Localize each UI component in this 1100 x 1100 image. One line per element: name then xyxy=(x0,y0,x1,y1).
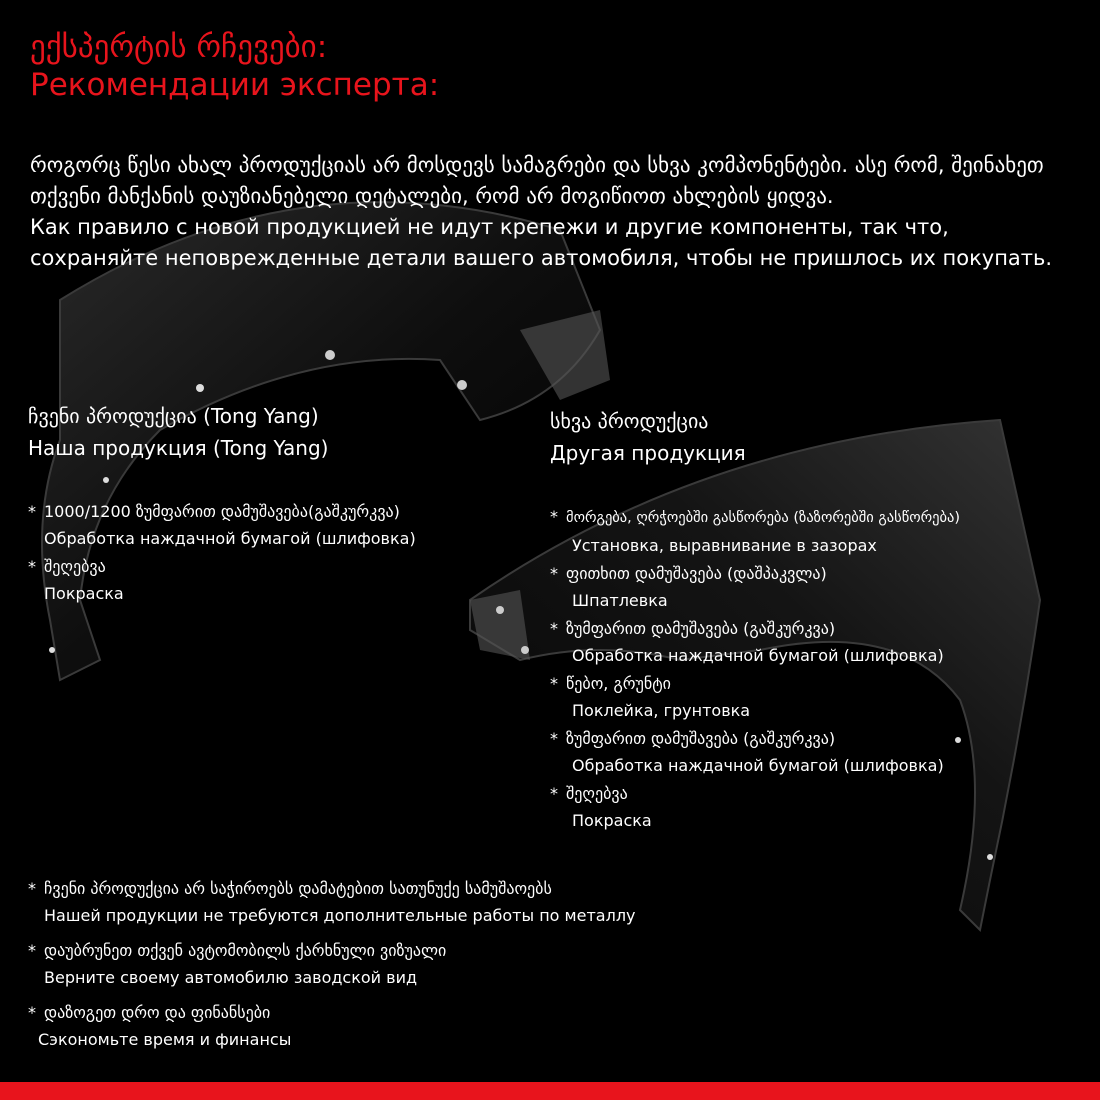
list-item: * შეღებვა Покраска xyxy=(28,553,528,607)
bullet-star: * xyxy=(28,502,36,521)
benefits-list xyxy=(28,875,1068,1061)
bullet-star: * xyxy=(28,1003,36,1022)
left-heading-ru: Наша продукция (Tong Yang) xyxy=(28,436,329,460)
list-item: * დაუბრუნეთ თქვენ ავტომობილს ქარხნული ვიზუალი Верните своему автомобилю заводской вид xyxy=(28,937,1068,991)
list-item: * ჩვენი პროდუქცია არ საჭიროებს დამატებით სათუნუქე სამუშაოებს Нашей продукции не требуются дополнительные работы по металлу xyxy=(28,875,1068,929)
bullet-star: * xyxy=(28,557,36,576)
bullet-star: * xyxy=(28,879,36,898)
bullet-star: * xyxy=(550,507,558,526)
intro-ka: როგორც წესი ახალ პროდუქციას არ მოსდევს სამაგრები და სხვა კომპონენტები. ასე რომ, შეინახეთ თქვენი მანქანის დაუზიანებელი დეტალები, რომ არ მოგიწიოთ ახლების ყიდვა. xyxy=(30,153,1044,208)
left-column xyxy=(28,400,528,608)
right-heading-ka: სხვა პროდუქცია xyxy=(550,409,709,433)
bullet-star: * xyxy=(550,674,558,693)
list-item: * წებო, გრუნტი Поклейка, грунтовка xyxy=(550,670,1098,724)
right-column xyxy=(550,405,1098,835)
list-item: * 1000/1200 ზუმფარით დამუშავება(გაშკურკვა) Обработка наждачной бумагой (шлифовка) xyxy=(28,498,528,552)
intro-text xyxy=(30,150,1070,274)
bullet-star: * xyxy=(28,941,36,960)
left-heading-ka: ჩვენი პროდუქცია (Tong Yang) xyxy=(28,404,319,428)
list-item: * დაზოგეთ დრო და ფინანსები Сэкономьте время и финансы xyxy=(28,999,1068,1053)
bottom-accent-bar xyxy=(0,1082,1100,1100)
bullet-star: * xyxy=(550,619,558,638)
bullet-star: * xyxy=(550,564,558,583)
page-title-ru: Рекомендации эксперта: xyxy=(30,67,440,103)
left-list xyxy=(28,498,528,607)
page-title-ka: ექსპერტის რჩევები: xyxy=(30,29,328,65)
list-item: * მორგება, ღრჭოებში გასწორება (ზაზორებში გასწორება) Установка, выравнивание в зазорах xyxy=(550,503,1098,559)
page-title xyxy=(30,28,439,104)
list-item: * ზუმფარით დამუშავება (გაშკურკვა) Обработка наждачной бумагой (шлифовка) xyxy=(550,725,1098,779)
right-list xyxy=(550,503,1098,834)
right-heading-ru: Другая продукция xyxy=(550,441,746,465)
list-item: * ფითხით დამუშავება (დაშპაკვლა) Шпатлевка xyxy=(550,560,1098,614)
bullet-star: * xyxy=(550,729,558,748)
list-item: * შეღებვა Покраска xyxy=(550,780,1098,834)
bullet-star: * xyxy=(550,784,558,803)
intro-ru: Как правило с новой продукцией не идут крепежи и другие компоненты, так что, сохраняйте неповрежденные детали вашего автомобиля, чтобы не пришлось их покупать. xyxy=(30,215,1053,270)
list-item: * ზუმფარით დამუშავება (გაშკურკვა) Обработка наждачной бумагой (шлифовка) xyxy=(550,615,1098,669)
